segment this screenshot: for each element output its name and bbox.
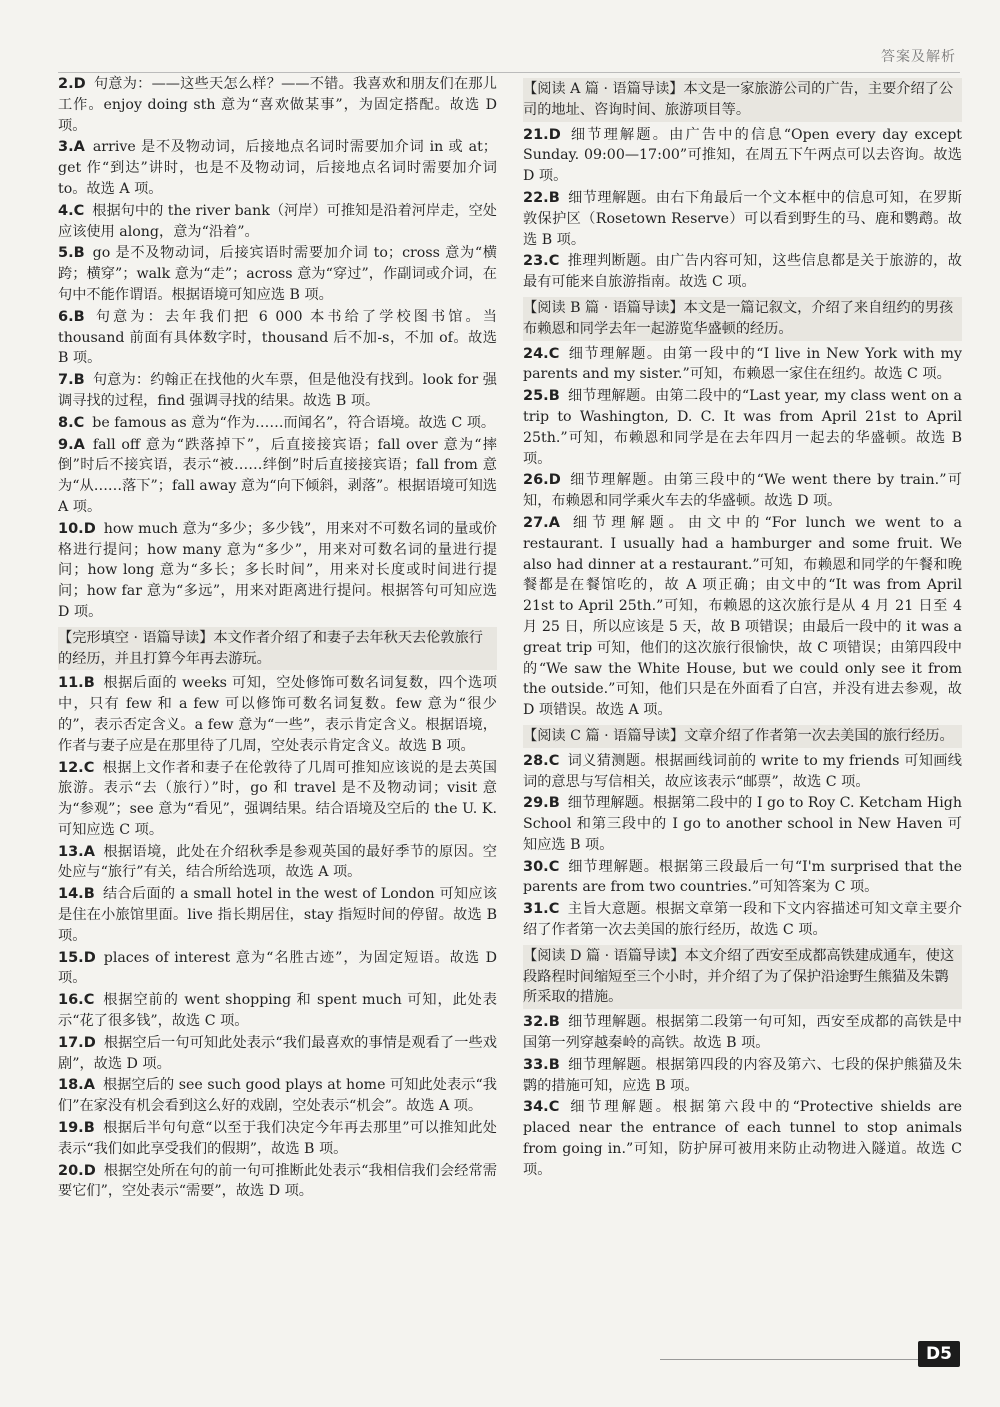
question-number: 32. — [523, 1014, 549, 1031]
answer-letter: A — [73, 436, 85, 453]
answer-letter: B — [73, 372, 85, 389]
explanation-text: 根据空处所在句的前一句可推断此处表示“我相信我们会经常需要它们”，空处表示“需要”，故选 D 项。 — [58, 1162, 497, 1200]
explanation-text: fall off 意为“跌落掉下”，后直接接宾语；fall over 意为“摔倒”时后不接宾语，表示“被……绊倒”时后直接接宾语；fall from 意为“从……落下”；fall away 意为“向下倾斜，剥落”。根据语境可知选 A 项。 — [58, 436, 497, 515]
question-number: 6. — [58, 308, 74, 325]
question-number: 23. — [523, 253, 549, 270]
answer-item — [523, 1012, 962, 1054]
question-number: 22. — [523, 189, 549, 206]
answer-item — [523, 513, 962, 721]
page-number: D5 — [918, 1341, 960, 1367]
answer-letter: B — [548, 189, 560, 206]
question-number: 17. — [58, 1034, 84, 1051]
question-number: 20. — [58, 1162, 84, 1179]
explanation-text: 细节理解题。由第一段中的“I live in New York with my parents and my sister.”可知，布赖恩一家住在纽约。故选 C 项。 — [523, 345, 962, 383]
answer-item — [523, 899, 962, 941]
answer-letter: A — [83, 843, 95, 860]
explanation-text: 细节理解题。根据第三段最后一句“I'm surprised that the parents are from two countries.”可知答案为 C 项。 — [523, 858, 962, 896]
question-number: 15. — [58, 949, 84, 966]
explanation-text: 细节理解题。由广告中的信息“Open every day except Sunday. 09:00—17:00”可推知，在周五下午两点可以去咨询。故选 D 项。 — [523, 126, 962, 185]
question-number: 21. — [523, 126, 549, 143]
question-number: 33. — [523, 1056, 549, 1073]
question-number: 2. — [58, 76, 74, 92]
question-number: 9. — [58, 436, 74, 453]
explanation-text: 细节理解题。由第三段中的“We went there by train.”可知，布赖恩和同学乘火车去的华盛顿。故选 D 项。 — [523, 472, 962, 510]
answer-letter: C — [548, 858, 560, 875]
explanation-text: 词义猜测题。根据画线词前的 write to my friends 可知画线词的意思与写信相关，故应该表示“邮票”，故选 C 项。 — [523, 752, 962, 790]
answer-letter: C — [548, 253, 560, 270]
answer-item — [523, 1097, 962, 1180]
answer-item — [58, 74, 497, 136]
answer-letter: C — [548, 1099, 560, 1116]
right-column — [523, 74, 962, 1344]
answer-letter: B — [548, 1014, 560, 1031]
explanation-text: 句意为：约翰正在找他的火车票，但是他没有找到。look for 强调寻找的过程，find 强调寻找的结果。故选 B 项。 — [58, 372, 497, 409]
question-number: 7. — [58, 372, 74, 389]
question-number: 8. — [58, 414, 74, 431]
answer-letter: B — [83, 886, 95, 903]
explanation-text: 句意为：去年我们把 6 000 本书给了学校图书馆。当 thousand 前面有具体数字时，thousand 后不加-s，不加 of。故选 B 项。 — [58, 308, 497, 367]
answer-letter: D — [83, 520, 96, 537]
question-number: 27. — [523, 514, 549, 531]
answer-letter: C — [83, 992, 95, 1009]
answer-letter: A — [73, 139, 85, 156]
answer-item — [58, 842, 497, 884]
explanation-text: be famous as 意为“作为……而闻名”，符合语境。故选 C 项。 — [92, 414, 496, 431]
question-number: 3. — [58, 139, 74, 156]
answer-item — [58, 1033, 497, 1075]
explanation-text: 细节理解题。由右下角最后一个文本框中的信息可知，在罗斯敦保护区（Rosetown Reserve）可以看到野生的马、鹿和鹦鹉。故选 B 项。 — [523, 189, 962, 248]
footer-rule — [660, 1359, 920, 1360]
question-number: 26. — [523, 472, 549, 489]
question-number: 34. — [523, 1099, 549, 1116]
explanation-text: go 是不及物动词，后接宾语时需要加介词 to；cross 意为“横跨；横穿”；walk 意为“走”；across 意为“穿过”，作副词或介词，在句中不能作谓语。根据语境可知应选 B 项。 — [58, 245, 497, 303]
explanation-text: 根据空后一句可知此处表示“我们最喜欢的事情是观看了一些戏剧”，故选 D 项。 — [58, 1034, 497, 1072]
explanation-text: 根据后半句句意“以至于我们决定今年再去那里”可以推知此处表示“我们如此享受我们的假期”，故选 B 项。 — [58, 1120, 497, 1157]
question-number: 5. — [58, 245, 74, 262]
question-number: 29. — [523, 795, 549, 812]
answer-letter: A — [83, 1077, 95, 1094]
explanation-text: 根据语境，此处在介绍秋季是参观英国的最好季节的原因。空处应与“旅行”有关，结合所给选项，故选 A 项。 — [58, 843, 497, 881]
answer-letter: C — [548, 752, 560, 769]
explanation-text: 句意为：——这些天怎么样？——不错。我喜欢和朋友们在那儿工作。enjoy doing sth 意为“喜欢做某事”，为固定搭配。故选 D 项。 — [58, 76, 497, 134]
answer-letter: D — [83, 949, 96, 966]
answer-item — [523, 793, 962, 855]
question-number: 18. — [58, 1077, 84, 1094]
explanation-text: 结合后面的 a small hotel in the west of London 可知应该是住在小旅馆里面。live 指长期居住，stay 指短时间的停留。故选 B 项。 — [58, 886, 497, 944]
explanation-text: 细节理解题。根据第二段中的 I go to Roy C. Ketcham High School 和第三段中的 I go to another school in New Haven 可知应选 B 项。 — [523, 795, 962, 853]
answer-item — [58, 435, 497, 518]
answer-item — [523, 1055, 962, 1097]
left-column — [58, 74, 497, 1344]
content-columns — [58, 74, 962, 1344]
answer-item — [58, 519, 497, 623]
explanation-text: 细节理解题。由第二段中的“Last year, my class went on a trip to Washington, D. C. It was from April 21st to April 25th.”可知，布赖恩和同学是在去年四月一起去的华盛顿。故选 B 项。 — [523, 388, 962, 467]
header-rule — [58, 72, 960, 73]
answer-item — [523, 857, 962, 899]
answer-letter: B — [73, 308, 85, 325]
answer-item — [523, 470, 962, 512]
question-number: 24. — [523, 345, 549, 362]
explanation-text: 根据空前的 went shopping 和 spent much 可知，此处表示“花了很多钱”，故选 C 项。 — [58, 992, 497, 1030]
answer-item — [58, 370, 497, 412]
explanation-text: 细节理解题。根据第二段第一句可知，西安至成都的高铁是中国第一列穿越秦岭的高铁。故选 B 项。 — [523, 1014, 962, 1052]
answer-letter: D — [548, 472, 561, 489]
passage-guide: 【阅读 D 篇 · 语篇导读】本文介绍了西安至成都高铁建成通车，使这段路程时间缩短至三个小时，并介绍了为了保护沿途野生熊猫及朱鹮所采取的措施。 — [523, 945, 962, 1009]
explanation-text: 根据句中的 the river bank（河岸）可推知是沿着河岸走，空处应该使用 along，意为“沿着”。 — [58, 202, 497, 240]
answer-letter: D — [548, 126, 561, 143]
question-number: 4. — [58, 202, 74, 219]
answer-letter: C — [548, 901, 560, 918]
passage-guide: 【阅读 B 篇 · 语篇导读】本文是一篇记叙文，介绍了来自纽约的男孩布赖恩和同学去年一起游览华盛顿的经历。 — [523, 297, 962, 341]
page-header: 答案及解析 — [881, 49, 956, 65]
explanation-text: 根据上文作者和妻子在伦敦待了几周可推知应该说的是去英国旅游。表示“去（旅行）”时，go 和 travel 是不及物动词；visit 意为“参观”；see 意为“看见”，强调结果。结合语境及空后的 the U. K. 可知应选 C 项。 — [58, 759, 497, 838]
answer-item — [58, 243, 497, 305]
answer-item — [58, 1075, 497, 1117]
question-number: 12. — [58, 759, 84, 776]
answer-letter: D — [83, 1162, 96, 1179]
explanation-text: 细节理解题。由文中的“For lunch we went to a restaurant. I usually had a hamburger and some fruit. We also had dinner at a restaurant.”可知，布赖恩和同学的午餐和晚餐都是在餐馆吃的，故 A 项正确；由文中的“It was from April 21st to April 25th.”可知，布赖恩的这次旅行是从 4 月 21 日至 4 月 25 日，所以应该是 5 天，故 B 项错误；由最后一段中的 it was a great trip 可知，他们的这次旅行很愉快，故 C 项错误；由第四段中的“We saw the White House, but we could only see it from the outside.”可知，他们只是在外面看了白宫，并没有进去参观，故 D 项错误。故选 A 项。 — [523, 514, 962, 719]
explanation-text: 主旨大意题。根据文章第一段和下文内容描述可知文章主要介绍了作者第一次去美国的旅行经历，故选 C 项。 — [523, 901, 962, 939]
answer-item — [58, 673, 497, 756]
question-number: 28. — [523, 752, 549, 769]
question-number: 19. — [58, 1120, 84, 1137]
explanation-text: 细节理解题。根据第四段的内容及第六、七段的保护熊猫及朱鹮的措施可知，应选 B 项。 — [523, 1056, 962, 1094]
answer-letter: A — [548, 514, 560, 531]
question-number: 11. — [58, 675, 84, 692]
question-number: 16. — [58, 992, 84, 1009]
explanation-text: 细节理解题。根据第六段中的“Protective shields are placed near the entrance of each tunnel to stop animals from going in.”可知，防护屏可被用来防止动物进入隧道。故选 C 项。 — [523, 1099, 962, 1178]
explanation-text: 根据后面的 weeks 可知，空处修饰可数名词复数，四个选项中，只有 few 和 a few 可以修饰可数名词复数。few 意为“很少的”，表示否定含义。a few 意为“一些”，表示肯定含义。根据语境，作者与妻子应是在那里待了几周，空处表示肯定含义。故选 B 项。 — [58, 675, 497, 754]
answer-letter: B — [83, 1120, 95, 1137]
answer-item — [58, 137, 497, 199]
answer-letter: B — [83, 675, 95, 692]
answer-item — [58, 1118, 497, 1160]
question-number: 30. — [523, 858, 549, 875]
answer-item — [58, 1161, 497, 1203]
question-number: 31. — [523, 901, 549, 918]
explanation-text: arrive 是不及物动词，后接地点名词时需要加介词 in 或 at；get 作“到达”讲时，也是不及物动词，后接地点名词时需要加介词 to。故选 A 项。 — [58, 139, 497, 197]
answer-letter: D — [73, 76, 86, 92]
answer-item — [523, 251, 962, 293]
answer-letter: B — [548, 795, 560, 812]
question-number: 14. — [58, 886, 84, 903]
answer-letter: C — [73, 202, 85, 219]
question-number: 10. — [58, 520, 84, 537]
answer-item — [58, 884, 497, 946]
question-number: 25. — [523, 388, 549, 405]
answer-item — [58, 201, 497, 243]
passage-guide: 【阅读 C 篇 · 语篇导读】文章介绍了作者第一次去美国的旅行经历。 — [523, 725, 962, 748]
answer-item — [523, 188, 962, 250]
answer-letter: C — [83, 759, 95, 776]
answer-item — [58, 758, 497, 841]
answer-item — [523, 751, 962, 793]
question-number: 13. — [58, 843, 84, 860]
explanation-text: places of interest 意为“名胜古迹”，为固定短语。故选 D 项。 — [58, 949, 497, 987]
answer-letter: B — [548, 1056, 560, 1073]
answer-item — [58, 307, 497, 369]
answer-item — [523, 125, 962, 187]
answer-letter: B — [73, 245, 85, 262]
explanation-text: how much 意为“多少；多少钱”，用来对不可数名词的量或价格进行提问；how many 意为“多少”，用来对可数名词的量进行提问；how long 意为“多长；多长时间”，用来对长度或时间进行提问；how far 意为“多远”，用来对距离进行提问。根据答句可知应选 D 项。 — [58, 520, 497, 620]
answer-item — [523, 344, 962, 386]
passage-guide: 【阅读 A 篇 · 语篇导读】本文是一家旅游公司的广告，主要介绍了公司的地址、咨询时间、旅游项目等。 — [523, 78, 962, 122]
explanation-text: 根据空后的 see such good plays at home 可知此处表示“我们”在家没有机会看到这么好的戏剧，空处表示“机会”。故选 A 项。 — [58, 1077, 497, 1115]
explanation-text: 推理判断题。由广告内容可知，这些信息都是关于旅游的，故最有可能来自旅游指南。故选 C 项。 — [523, 253, 962, 291]
passage-guide: 【完形填空 · 语篇导读】本文作者介绍了和妻子去年秋天去伦敦旅行的经历，并且打算今年再去游玩。 — [58, 627, 497, 671]
answer-item — [523, 386, 962, 469]
answer-letter: C — [548, 345, 560, 362]
answer-item — [58, 990, 497, 1032]
answer-item — [58, 948, 497, 990]
answer-letter: B — [548, 388, 560, 405]
answer-letter: D — [83, 1034, 96, 1051]
answer-item — [58, 413, 497, 434]
answer-letter: C — [73, 414, 85, 431]
